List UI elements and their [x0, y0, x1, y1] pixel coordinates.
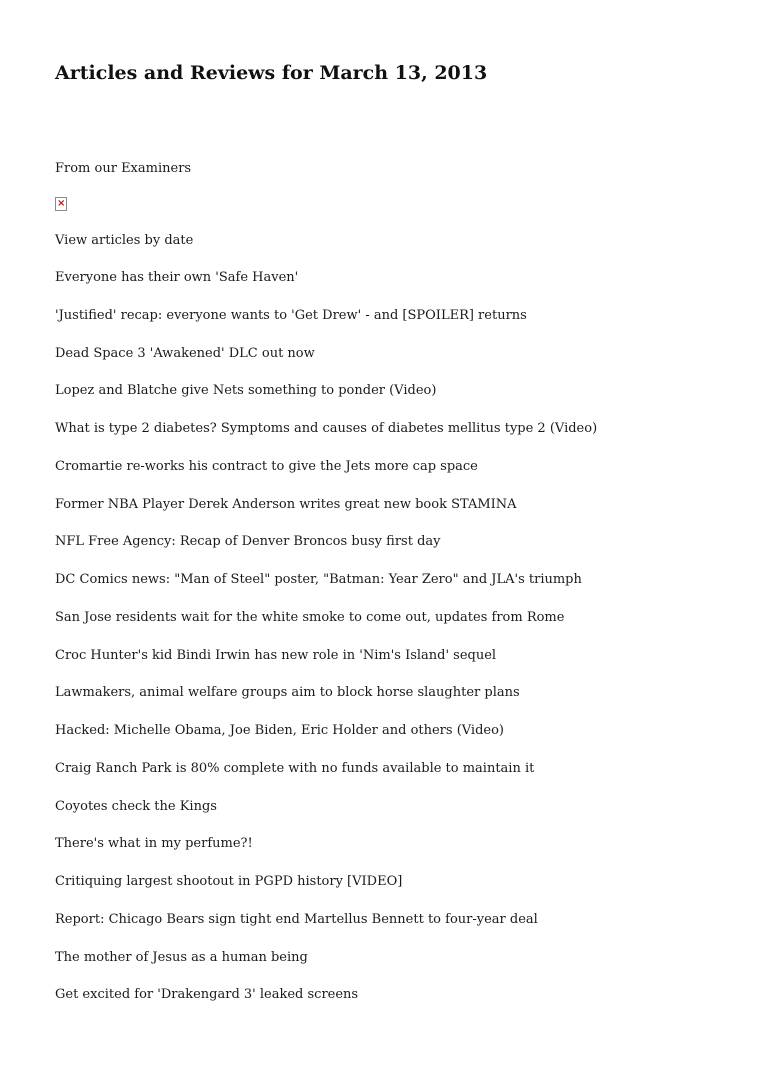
list-item [55, 307, 597, 345]
article-link[interactable]: Former NBA Player Derek Anderson writes great new book STAMINA [55, 496, 517, 512]
article-link[interactable]: Critiquing largest shootout in PGPD history [VIDEO] [55, 874, 403, 889]
view-articles-by-date-link[interactable]: View articles by date [55, 233, 194, 248]
article-link[interactable]: Report: Chicago Bears sign tight end Martellus Bennett to four-year deal [55, 911, 538, 927]
article-link[interactable]: There's what in my perfume?! [55, 836, 253, 852]
article-link[interactable]: Cromartie re-works his contract to give the Jets more cap space [55, 458, 478, 474]
article-link[interactable]: NFL Free Agency: Recap of Denver Broncos busy first day [55, 534, 441, 550]
list-item [55, 420, 597, 458]
list-item [55, 345, 597, 383]
section-subheading: From our Examiners [55, 161, 192, 176]
list-item [55, 873, 597, 911]
list-item [55, 269, 597, 307]
list-item [55, 609, 597, 647]
article-link[interactable]: DC Comics news: "Man of Steel" poster, "Batman: Year Zero" and JLA's triumph [55, 572, 582, 587]
article-link[interactable]: Dead Space 3 'Awakened' DLC out now [55, 345, 315, 361]
article-list [55, 269, 597, 1024]
article-link[interactable]: Everyone has their own 'Safe Haven' [55, 270, 299, 285]
article-link[interactable]: Lopez and Blatche give Nets something to ponder (Video) [55, 383, 437, 399]
list-item [55, 835, 597, 873]
list-item [55, 798, 597, 836]
list-item [55, 986, 597, 1024]
article-link[interactable]: Croc Hunter's kid Bindi Irwin has new role in 'Nim's Island' sequel [55, 647, 497, 663]
article-link[interactable]: What is type 2 diabetes? Symptoms and causes of diabetes mellitus type 2 (Video) [55, 421, 598, 436]
article-link[interactable]: Craig Ranch Park is 80% complete with no funds available to maintain it [55, 760, 535, 776]
article-link[interactable]: Hacked: Michelle Obama, Joe Biden, Eric Holder and others (Video) [55, 723, 505, 738]
list-item [55, 496, 597, 534]
list-item [55, 760, 597, 798]
broken-image-glyph: × [57, 198, 66, 209]
article-link[interactable]: Get excited for 'Drakengard 3' leaked screens [55, 987, 359, 1003]
list-item [55, 647, 597, 685]
article-link[interactable]: Lawmakers, animal welfare groups aim to block horse slaughter plans [55, 685, 520, 701]
list-item [55, 911, 597, 949]
article-link[interactable]: 'Justified' recap: everyone wants to 'Get Drew' - and [SPOILER] returns [55, 307, 527, 323]
article-link[interactable]: Coyotes check the Kings [55, 798, 217, 814]
list-item [55, 684, 597, 722]
list-item [55, 458, 597, 496]
list-item [55, 571, 597, 609]
broken-image-icon [55, 197, 67, 211]
list-item [55, 382, 597, 420]
article-link[interactable]: The mother of Jesus as a human being [55, 949, 308, 965]
article-link[interactable]: San Jose residents wait for the white smoke to come out, updates from Rome [55, 609, 565, 625]
page-title: Articles and Reviews for March 13, 2013 [55, 62, 488, 84]
list-item [55, 533, 597, 571]
list-item [55, 949, 597, 987]
list-item [55, 722, 597, 760]
